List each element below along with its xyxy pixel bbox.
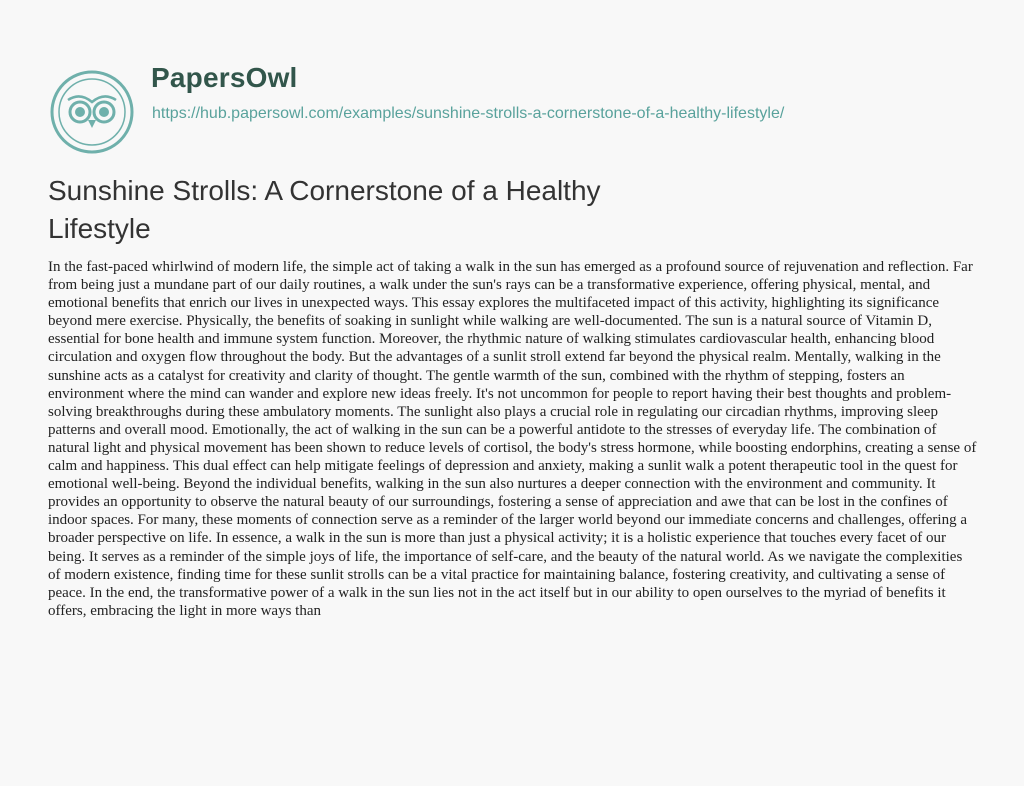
brand-name: PapersOwl	[151, 62, 298, 93]
essay-title: Sunshine Strolls: A Cornerstone of a Healthy Lifestyle	[48, 175, 601, 244]
owl-logo-icon	[48, 68, 136, 156]
source-url-link[interactable]: https://hub.papersowl.com/examples/sunshine-strolls-a-cornerstone-of-a-healthy-lifestyle/	[152, 105, 785, 122]
essay-body: In the fast-paced whirlwind of modern life, the simple act of taking a walk in the sun has emerged as a profound source of rejuvenation and reflection. Far from being just a mundane part of our daily routines, a walk under the sun's rays can be a transformative experience, offering physical, mental, and emotional benefits that enrich our lives in unexpected ways. This essay explores the multifaceted impact of this activity, highlighting its significance beyond mere exercise. Physically, the benefits of soaking in sunlight while walking are well-documented. The sun is a natural source of Vitamin D, essential for bone health and immune system function. Moreover, the rhythmic nature of walking stimulates cardiovascular health, enhancing blood circulation and oxygen flow throughout the body. But the advantages of a sunlit stroll extend far beyond the physical realm. Mentally, walking in the sunshine acts as a catalyst for creativity and clarity of thought. The gentle warmth of the sun, combined with the rhythm of stepping, fosters an environment where the mind can wander and explore new ideas freely. It's not uncommon for people to report having their best thoughts and problem-solving breakthroughs during these ambulatory moments. The sunlight also plays a crucial role in regulating our circadian rhythms, improving sleep patterns and overall mood. Emotionally, the act of walking in the sun can be a powerful antidote to the stresses of everyday life. The combination of natural light and physical movement has been shown to reduce levels of cortisol, the body's stress hormone, while boosting endorphins, creating a sense of calm and happiness. This dual effect can help mitigate feelings of depression and anxiety, making a sunlit walk a potent therapeutic tool in the quest for emotional well-being. Beyond the individual benefits, walking in the sun also nurtures a deeper connection with the environment and community. It provides an opportunity to observe the natural beauty of our surroundings, fostering a sense of appreciation and awe that can be lost in the confines of indoor spaces. For many, these moments of connection serve as a reminder of the larger world beyond our immediate concerns and challenges, offering a broader perspective on life. In essence, a walk in the sun is more than just a physical activity; it is a holistic experience that touches every facet of our being. It serves as a reminder of the simple joys of life, the importance of self-care, and the beauty of the natural world. As we navigate the complexities of modern existence, finding time for these sunlit strolls can be a vital practice for maintaining balance, fostering creativity, and cultivating a sense of peace. In the end, the transformative power of a walk in the sun lies not in the act itself but in our ability to open ourselves to the myriad of benefits it offers, embracing the light in more ways than	[48, 259, 977, 619]
page-header	[48, 58, 998, 138]
